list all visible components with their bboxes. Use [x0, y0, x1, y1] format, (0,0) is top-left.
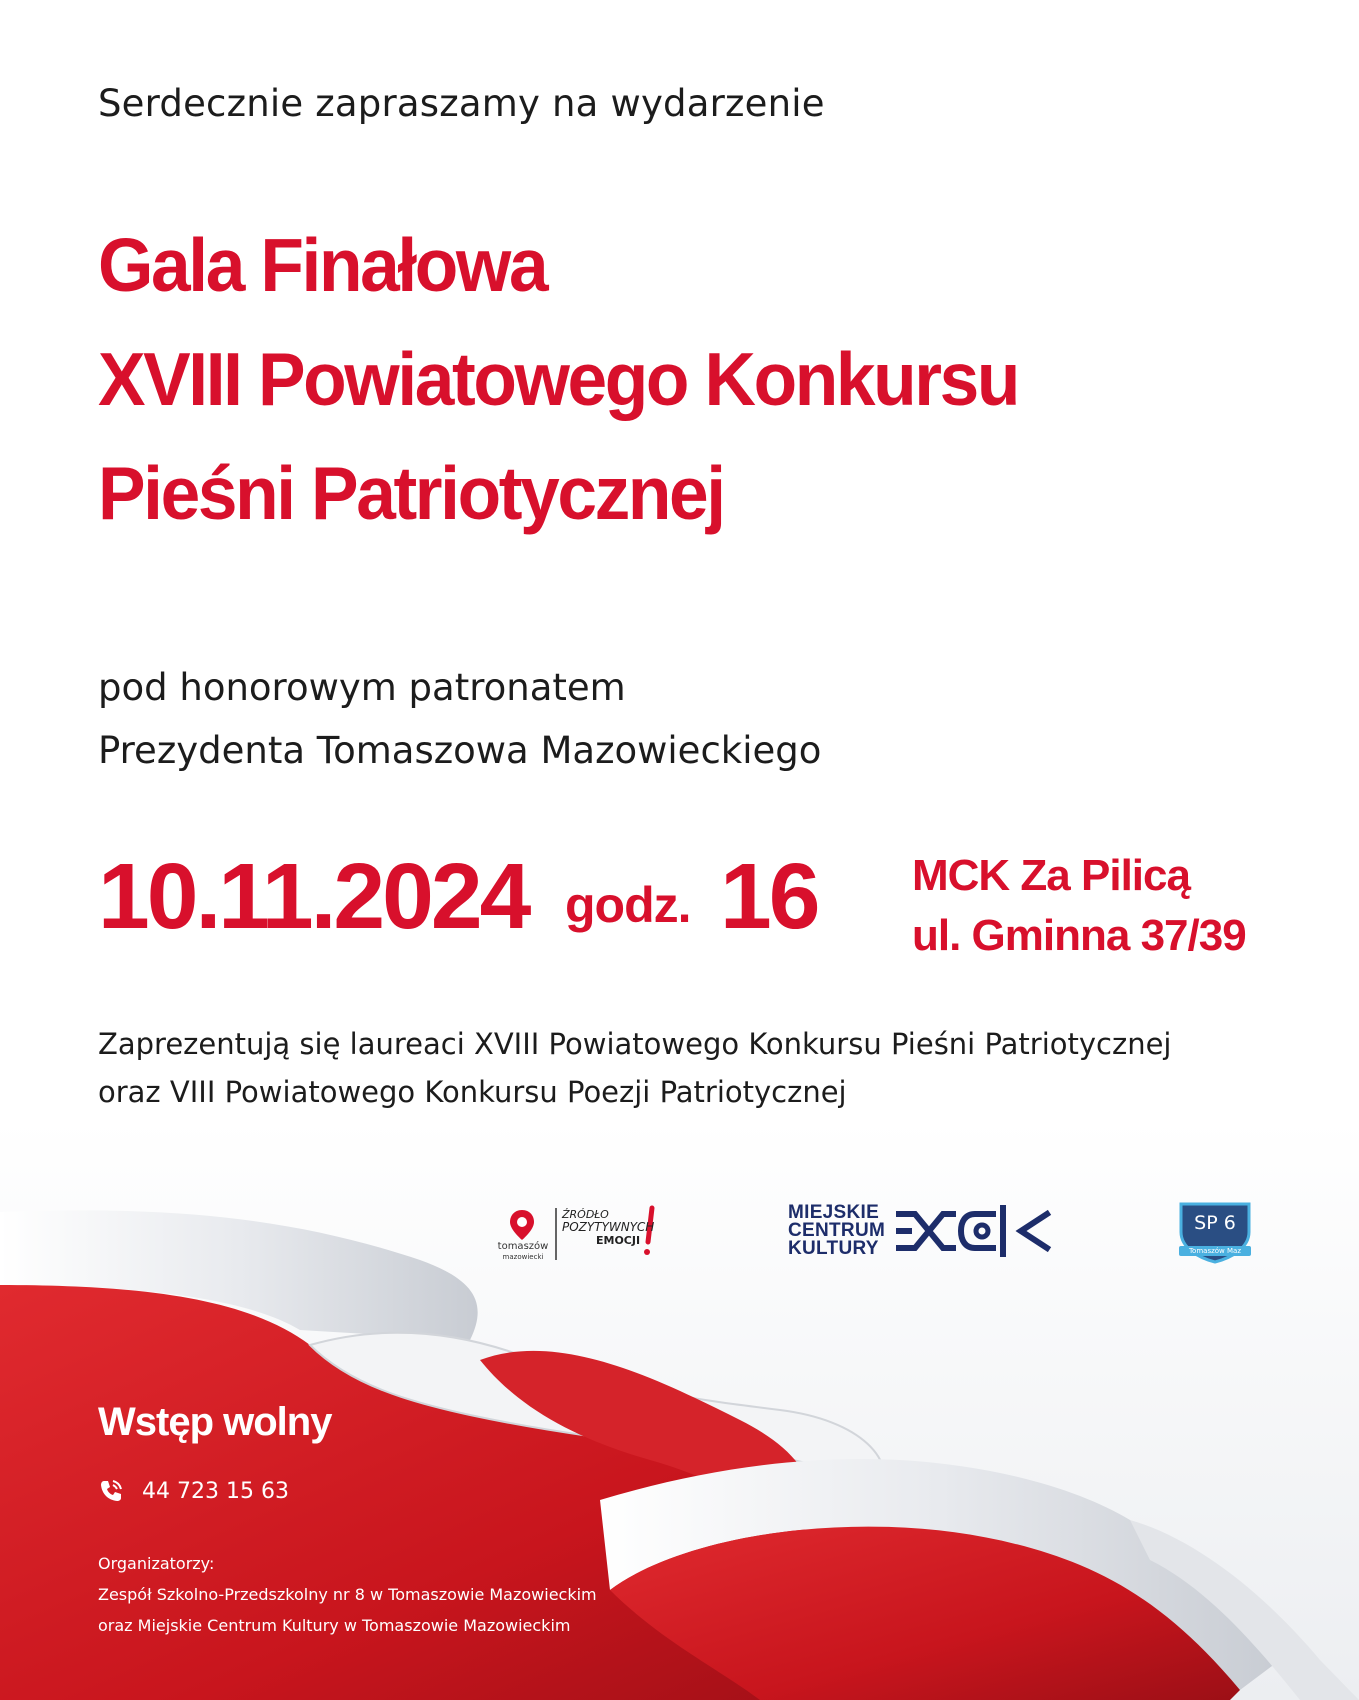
venue-name: MCK Za Pilicą — [912, 851, 1190, 900]
time-label: godz. — [565, 877, 691, 933]
slogan-line: EMOCJI — [596, 1234, 641, 1247]
organizers-label: Organizatorzy: — [98, 1554, 215, 1573]
mck-line: CENTRUM — [788, 1220, 886, 1241]
patronage-line: Prezydenta Tomaszowa Mazowieckiego — [98, 729, 822, 772]
laureates-text — [98, 1020, 1171, 1116]
mck-line: KULTURY — [788, 1238, 879, 1259]
patronage-line: pod honorowym patronatem — [98, 666, 626, 709]
mck-text — [788, 1204, 885, 1258]
phone-contact — [98, 1478, 289, 1504]
organizers — [98, 1548, 597, 1641]
slogan-line: POZYTYWNYCH — [562, 1220, 655, 1234]
event-title — [98, 208, 1018, 550]
event-hour: 16 — [720, 844, 818, 948]
title-line: Gala Finałowa — [98, 223, 547, 307]
title-line: Pieśni Patriotycznej — [98, 451, 724, 535]
title-line: XVIII Powiatowego Konkursu — [98, 337, 1019, 421]
mck-symbol-icon — [895, 1204, 1055, 1258]
slogan-line: ŹRÓDŁO — [562, 1208, 609, 1221]
tomaszow-logo — [492, 1204, 672, 1264]
admission-text: Wstęp wolny — [98, 1400, 332, 1444]
laureates-line: Zaprezentują się laureaci XVIII Powiatowego Konkursu Pieśni Patriotycznej — [98, 1027, 1172, 1061]
tomaszow-subname: mazowiecki — [502, 1253, 544, 1261]
organizer-line: Zespół Szkolno-Przedszkolny nr 8 w Tomaszowie Mazowieckim — [98, 1585, 597, 1604]
sp6-sub: Tomaszów Maz — [1188, 1247, 1242, 1255]
event-date: 10.11.2024 — [98, 844, 529, 948]
phone-number: 44 723 15 63 — [142, 1478, 289, 1504]
laureates-line: oraz VIII Powiatowego Konkursu Poezji Patriotycznej — [98, 1075, 847, 1109]
event-venue — [912, 846, 1246, 966]
organizer-line: oraz Miejskie Centrum Kultury w Tomaszowie Mazowieckim — [98, 1616, 571, 1635]
patronage-text — [98, 656, 821, 782]
venue-address: ul. Gminna 37/39 — [912, 911, 1246, 960]
sp6-logo — [1175, 1198, 1255, 1264]
mck-line: MIEJSKIE — [788, 1202, 880, 1223]
phone-icon — [98, 1478, 124, 1504]
intro-text: Serdecznie zapraszamy na wydarzenie — [98, 82, 825, 125]
mck-logo — [788, 1200, 1058, 1262]
tomaszow-name: tomaszów — [497, 1241, 549, 1252]
sp6-label: SP 6 — [1194, 1212, 1236, 1234]
